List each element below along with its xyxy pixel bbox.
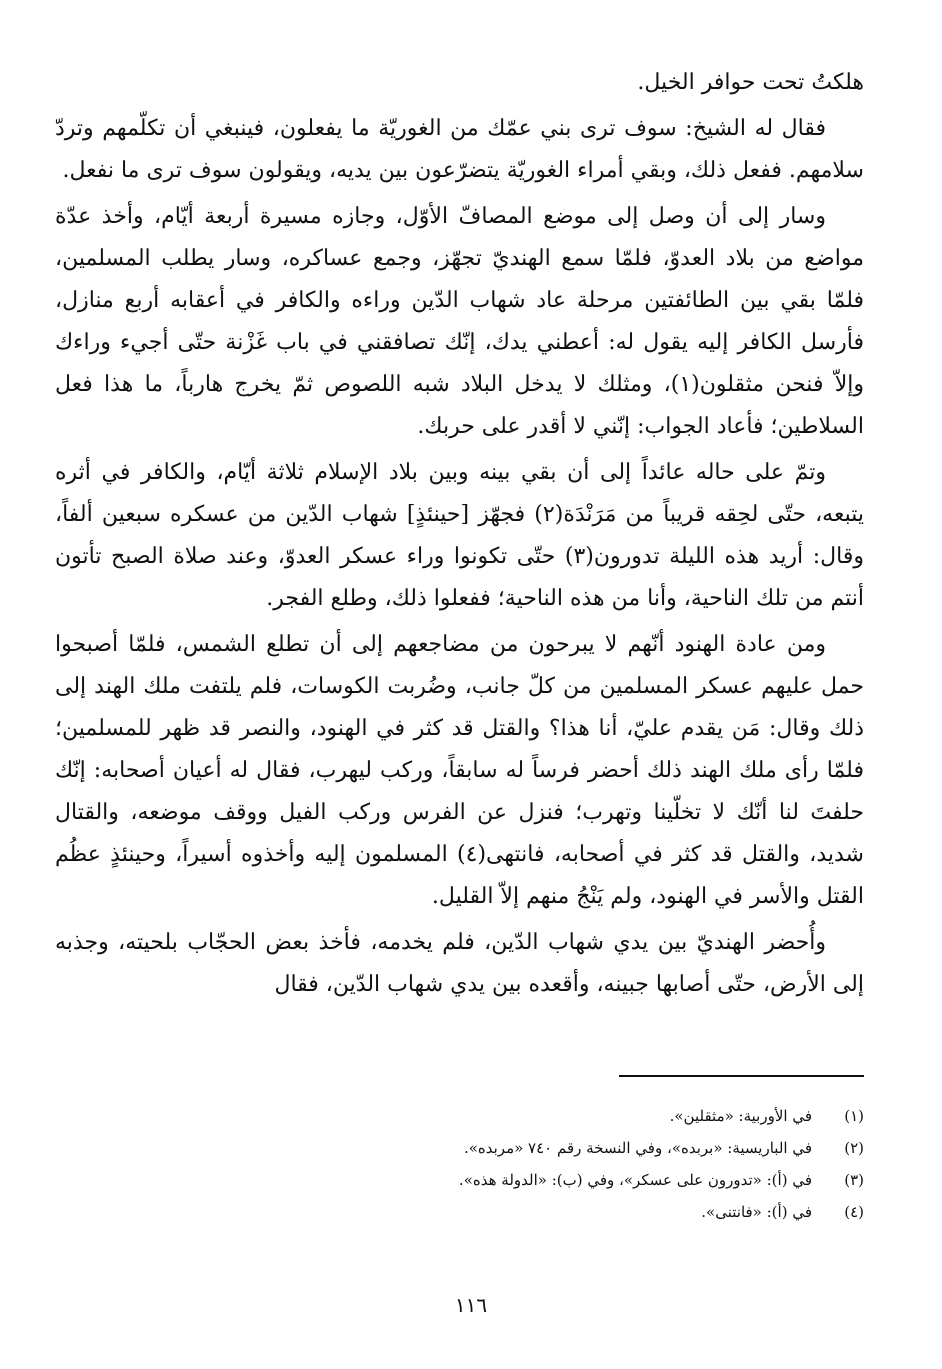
footnote-text: في الباريسية: «بربده»، وفي النسخة رقم ٧٤٠ «مربده». bbox=[463, 1139, 812, 1157]
footnote-4 bbox=[300, 1196, 864, 1228]
footnote-number: (١) bbox=[844, 1107, 864, 1125]
paragraph-6: وأُحضر الهنديّ بين يدي شهاب الدّين، فلم يخدمه، فأخذ بعض الحجّاب بلحيته، وجذبه إلى الأرض، حتّى أصابها جبينه، وأقعده بين يدي شهاب الدّين، فقال bbox=[55, 930, 864, 997]
footnote-2 bbox=[300, 1132, 864, 1164]
footnote-number: (٢) bbox=[844, 1139, 864, 1157]
footnote-divider bbox=[619, 1075, 864, 1077]
footnote-text: في الأوربية: «مثقلين». bbox=[669, 1107, 812, 1125]
footnote-3 bbox=[300, 1164, 864, 1196]
paragraph-3: وسار إلى أن وصل إلى موضع المصافّ الأوّل، وجازه مسيرة أربعة أيّام، وأخذ عدّة مواضع من بلاد العدوّ، فلمّا سمع الهنديّ تجهّز، وجمع عساكره، وسار يطلب المسلمين، فلمّا بقي بين الطائفتين مرحلة عاد شهاب الدّين وراءه والكافر في أعقابه أربع منازل، فأرسل الكافر إليه يقول له: أعطني يدك، إنّك تصافقني في باب غَزْنة حتّى أجيء وراءك وإلاّ فنحن مثقلون(١)، ومثلك لا يدخل البلاد شبه اللصوص ثمّ يخرج هارباً، ما هذا فعل السلاطين؛ فأعاد الجواب: إنّني لا أقدر على حربك. bbox=[55, 204, 864, 439]
footnote-number: (٣) bbox=[844, 1171, 864, 1189]
footnote-1 bbox=[300, 1100, 864, 1132]
paragraph-1: هلكتُ تحت حوافر الخيل. bbox=[637, 70, 864, 95]
main-text bbox=[55, 62, 864, 1010]
page-number: ١١٦ bbox=[454, 1293, 488, 1317]
footnotes bbox=[300, 1100, 864, 1228]
footnote-text: في (أ): «فانتنى». bbox=[701, 1203, 812, 1221]
paragraph-4: وتمّ على حاله عائداً إلى أن بقي بينه وبين بلاد الإسلام ثلاثة أيّام، والكافر في أثره يتبعه، حتّى لحِقه قريباً من مَرَنْدَة(٢) فجهّز [حينئذٍ] شهاب الدّين من عسكره سبعين ألفاً، وقال: أريد هذه الليلة تدورون(٣) حتّى تكونوا وراء عسكر العدوّ، وعند صلاة الصبح تأتون أنتم من تلك الناحية، وأنا من هذه الناحية؛ ففعلوا ذلك، وطلع الفجر. bbox=[55, 460, 864, 611]
paragraph-5: ومن عادة الهنود أنّهم لا يبرحون من مضاجعهم إلى أن تطلع الشمس، فلمّا أصبحوا حمل عليهم عسكر المسلمين من كلّ جانب، وضُربت الكوسات، فلم يلتفت ملك الهند إلى ذلك وقال: مَن يقدم عليّ، أنا هذا؟ والقتل قد كثر في الهنود، والنصر قد ظهر للمسلمين؛ فلمّا رأى ملك الهند ذلك أحضر فرساً له سابقاً، وركب ليهرب، فقال له أعيان أصحابه: إنّك حلفتَ لنا أنّك لا تخلّينا وتهرب؛ فنزل عن الفرس وركب الفيل ووقف موضعه، والقتال شديد، والقتل قد كثر في أصحابه، فانتهى(٤) المسلمون إليه وأخذوه أسيراً، وحينئذٍ عظُم القتل والأسر في الهنود، ولم يَنْجُ منهم إلاّ القليل. bbox=[55, 632, 864, 909]
footnote-number: (٤) bbox=[844, 1203, 864, 1221]
footnote-text: في (أ): «تدورون على عسكر»، وفي (ب): «الدولة هذه». bbox=[458, 1171, 812, 1189]
paragraph-2: فقال له الشيخ: سوف ترى بني عمّك من الغوريّة ما يفعلون، فينبغي أن تكلّمهم وتردّ سلامهم. ففعل ذلك، وبقي أمراء الغوريّة يتضرّعون بين يديه، ويقولون سوف ترى ما نفعل. bbox=[55, 116, 864, 183]
